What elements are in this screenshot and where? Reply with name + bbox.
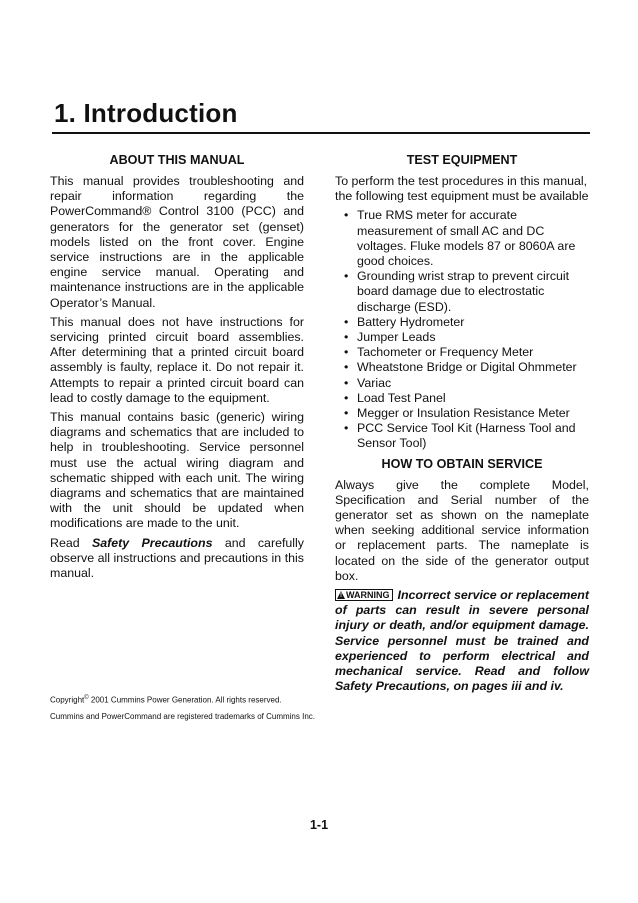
- list-item: • True RMS meter for accurate measurement of small AC and DC voltages. Fluke models 87 or 8060A are good choices.: [344, 208, 576, 269]
- list-item: • Load Test Panel: [344, 390, 446, 405]
- right-column: [335, 152, 589, 695]
- bullet-icon: •: [344, 406, 349, 421]
- warning-badge: [335, 589, 393, 601]
- bullet-icon: •: [344, 360, 349, 375]
- list-item: • Megger or Insulation Resistance Meter: [344, 406, 570, 421]
- bullet-icon: •: [344, 375, 349, 390]
- safety-precautions-ref: Safety Precautions: [91, 535, 213, 550]
- about-paragraph-1: This manual provides troubleshooting and repair information regarding the PowerCommand® Control 3100 (PCC) and generators for the generator set (genset) models listed on the front cover. Engine service instructions are in the applicable engine service manual. Operating and maintenance instructions are in the applicable Operator’s Manual.: [50, 174, 304, 310]
- copyright-line: Copyright© 2001 Cummins Power Generation. All rights reserved.: [50, 695, 282, 705]
- service-paragraph: Always give the complete Model, Specification and Serial number of the generator set as shown on the nameplate when seeking additional service information or replacement parts. The nameplate is located on the side of the generator output box.: [335, 477, 589, 583]
- bullet-icon: •: [344, 208, 349, 223]
- bullet-icon: •: [344, 314, 349, 329]
- bullet-icon: •: [344, 345, 349, 360]
- warning-label: WARNING: [346, 590, 390, 601]
- page-number: 1-1: [309, 818, 329, 832]
- list-item: • Battery Hydrometer: [344, 314, 465, 329]
- footer: [50, 693, 315, 727]
- warning-text: Incorrect service or replacement of parts can result in severe personal injury or death, and/or equipment damage. Service personnel must be trained and experienced to perform electrical and mechanical service. Read and follow Safety Precautions, on pages iii and iv.: [335, 588, 589, 694]
- list-item: • Variac: [344, 375, 392, 390]
- list-item: • Tachometer or Frequency Meter: [344, 345, 534, 360]
- bullet-icon: •: [344, 269, 349, 284]
- about-heading: ABOUT THIS MANUAL: [109, 153, 245, 167]
- about-p4-pre: Read: [50, 535, 92, 550]
- warning-block: [335, 588, 589, 694]
- title-rule: [52, 132, 590, 134]
- list-item: • Grounding wrist strap to prevent circuit board damage due to electrostatic discharge (ESD).: [344, 269, 570, 314]
- warning-triangle-icon: !: [337, 591, 345, 599]
- about-paragraph-4: [50, 536, 304, 582]
- list-item: • PCC Service Tool Kit (Harness Tool and Sensor Tool): [344, 421, 576, 451]
- bullet-icon: •: [344, 330, 349, 345]
- service-heading: HOW TO OBTAIN SERVICE: [381, 456, 543, 471]
- test-equipment-list: [335, 208, 589, 451]
- test-equipment-intro: To perform the test procedures in this manual, the following test equipment must be available: [335, 174, 589, 204]
- list-item: • Jumper Leads: [344, 330, 436, 345]
- bullet-icon: •: [344, 421, 349, 436]
- trademark-line: Cummins and PowerCommand are registered trademarks of Cummins Inc.: [50, 711, 315, 721]
- about-paragraph-3: This manual contains basic (generic) wiring diagrams and schematics that are included to help in troubleshooting. Service personnel must use the actual wiring diagram and schematic shipped with each unit. The wiring diagrams and schematics that are maintained with the unit should be updated when modifications are made to the unit.: [50, 410, 304, 531]
- about-paragraph-2: This manual does not have instructions for servicing printed circuit board assemblies. After determining that a printed circuit board assembly is faulty, replace it. Do not repair it. Attempts to repair a printed circuit board can lead to costly damage to the equipment.: [50, 314, 304, 405]
- test-equipment-heading: TEST EQUIPMENT: [406, 153, 518, 167]
- list-item: • Wheatstone Bridge or Digital Ohmmeter: [344, 360, 577, 375]
- left-column: [50, 152, 304, 585]
- copyright-mark: ©: [84, 695, 89, 701]
- bullet-icon: •: [344, 390, 349, 405]
- chapter-title: 1. Introduction: [54, 98, 238, 128]
- about-p4-post: and carefully observe all instructions and precautions in this manual.: [50, 535, 304, 581]
